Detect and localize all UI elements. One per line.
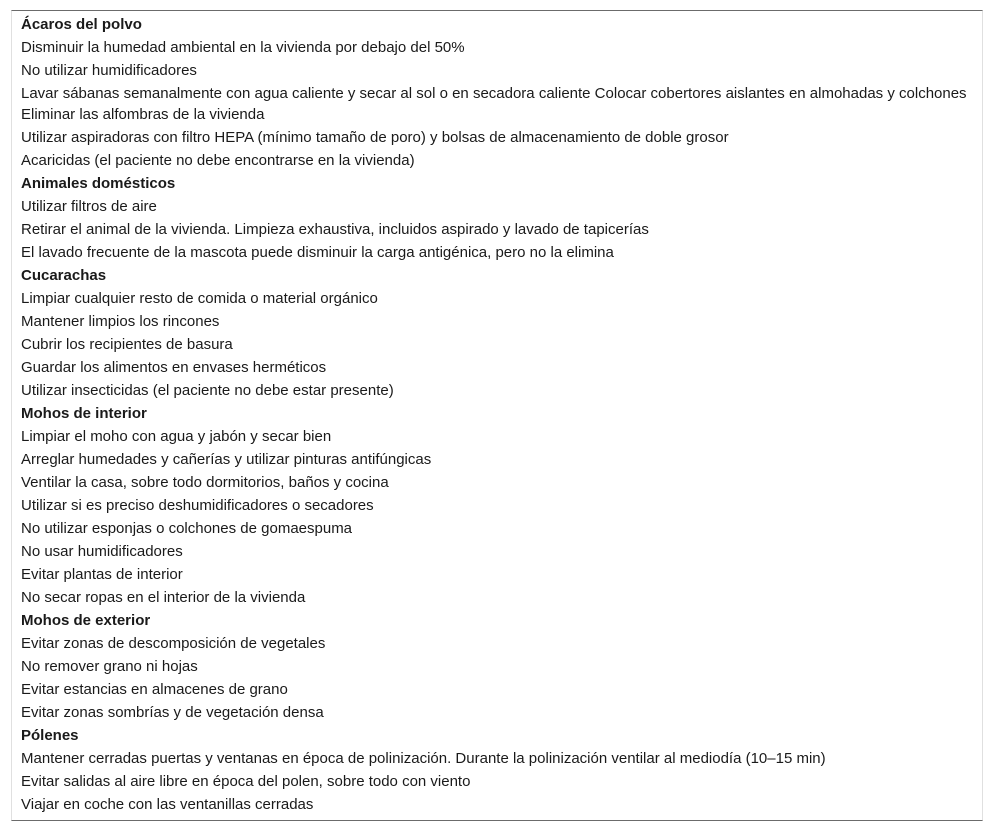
table-row <box>12 333 982 356</box>
table-row <box>12 310 982 333</box>
recommendations-table <box>12 13 982 816</box>
table-row <box>12 126 982 149</box>
section-heading: Mohos de exterior <box>21 612 151 629</box>
table-cell: Ventilar la casa, sobre todo dormitorios, baños y cocina <box>21 474 389 491</box>
table-row <box>12 563 982 586</box>
table-cell: Mantener limpios los rincones <box>21 313 220 330</box>
table-cell: No secar ropas en el interior de la vivienda <box>21 589 306 606</box>
table-cell: Evitar estancias en almacenes de grano <box>21 681 288 698</box>
table-row <box>12 678 982 701</box>
table-cell: Evitar salidas al aire libre en época del polen, sobre todo con viento <box>21 773 471 790</box>
table-cell: Limpiar cualquier resto de comida o material orgánico <box>21 290 378 307</box>
section-heading: Pólenes <box>21 727 79 744</box>
table-row <box>12 149 982 172</box>
table-cell: Guardar los alimentos en envases herméticos <box>21 359 327 376</box>
table-row <box>12 517 982 540</box>
table-cell: Utilizar insecticidas (el paciente no debe estar presente) <box>21 382 394 399</box>
table-cell: Arreglar humedades y cañerías y utilizar pinturas antifúngicas <box>21 451 432 468</box>
table-cell: No remover grano ni hojas <box>21 658 198 675</box>
table-row <box>12 701 982 724</box>
table-row <box>12 36 982 59</box>
table-cell: Evitar zonas de descomposición de vegetales <box>21 635 326 652</box>
section-heading-row <box>12 402 982 425</box>
section-heading: Mohos de interior <box>21 405 147 422</box>
table-row <box>12 448 982 471</box>
table-row <box>12 195 982 218</box>
table-cell: Utilizar aspiradoras con filtro HEPA (mínimo tamaño de poro) y bolsas de almacenamiento de doble grosor <box>21 129 729 146</box>
table-cell: Lavar sábanas semanalmente con agua caliente y secar al sol o en secadora caliente Colocar cobertores aislantes en almohadas y colchones Eliminar las alfombras de la vivienda <box>21 85 967 123</box>
table-cell: Utilizar si es preciso deshumidificadores o secadores <box>21 497 374 514</box>
table-row <box>12 59 982 82</box>
table-row <box>12 218 982 241</box>
table-row <box>12 241 982 264</box>
table-row <box>12 793 982 816</box>
table-row <box>12 471 982 494</box>
table-cell: Acaricidas (el paciente no debe encontrarse en la vivienda) <box>21 152 415 169</box>
section-heading-row <box>12 724 982 747</box>
table-cell: Limpiar el moho con agua y jabón y secar bien <box>21 428 332 445</box>
table-cell: Evitar plantas de interior <box>21 566 183 583</box>
table-cell: No utilizar humidificadores <box>21 62 197 79</box>
section-heading: Animales domésticos <box>21 175 176 192</box>
section-heading: Cucarachas <box>21 267 107 284</box>
table-row <box>12 82 982 126</box>
table-cell: No utilizar esponjas o colchones de gomaespuma <box>21 520 353 537</box>
table-cell: El lavado frecuente de la mascota puede disminuir la carga antigénica, pero no la elimina <box>21 244 614 261</box>
table-cell: Utilizar filtros de aire <box>21 198 157 215</box>
table-row <box>12 540 982 563</box>
table-cell: Evitar zonas sombrías y de vegetación densa <box>21 704 324 721</box>
table-cell: Cubrir los recipientes de basura <box>21 336 233 353</box>
section-heading: Ácaros del polvo <box>21 16 142 33</box>
table-row <box>12 379 982 402</box>
section-heading-row <box>12 13 982 36</box>
table-body <box>12 13 982 816</box>
table-cell: Disminuir la humedad ambiental en la vivienda por debajo del 50% <box>21 39 465 56</box>
table-row <box>12 356 982 379</box>
table-cell: Viajar en coche con las ventanillas cerradas <box>21 796 314 813</box>
table-cell: Mantener cerradas puertas y ventanas en época de polinización. Durante la polinización ventilar al mediodía (10–15 min) <box>21 750 826 767</box>
table-row <box>12 770 982 793</box>
table-cell: Retirar el animal de la vivienda. Limpieza exhaustiva, incluidos aspirado y lavado de tapicerías <box>21 221 649 238</box>
section-heading-row <box>12 264 982 287</box>
table-row <box>12 632 982 655</box>
table-row <box>12 425 982 448</box>
recommendations-table-container <box>11 10 983 821</box>
table-row <box>12 287 982 310</box>
section-heading-row <box>12 609 982 632</box>
section-heading-row <box>12 172 982 195</box>
table-row <box>12 494 982 517</box>
table-cell: No usar humidificadores <box>21 543 183 560</box>
table-row <box>12 655 982 678</box>
table-row <box>12 586 982 609</box>
table-row <box>12 747 982 770</box>
